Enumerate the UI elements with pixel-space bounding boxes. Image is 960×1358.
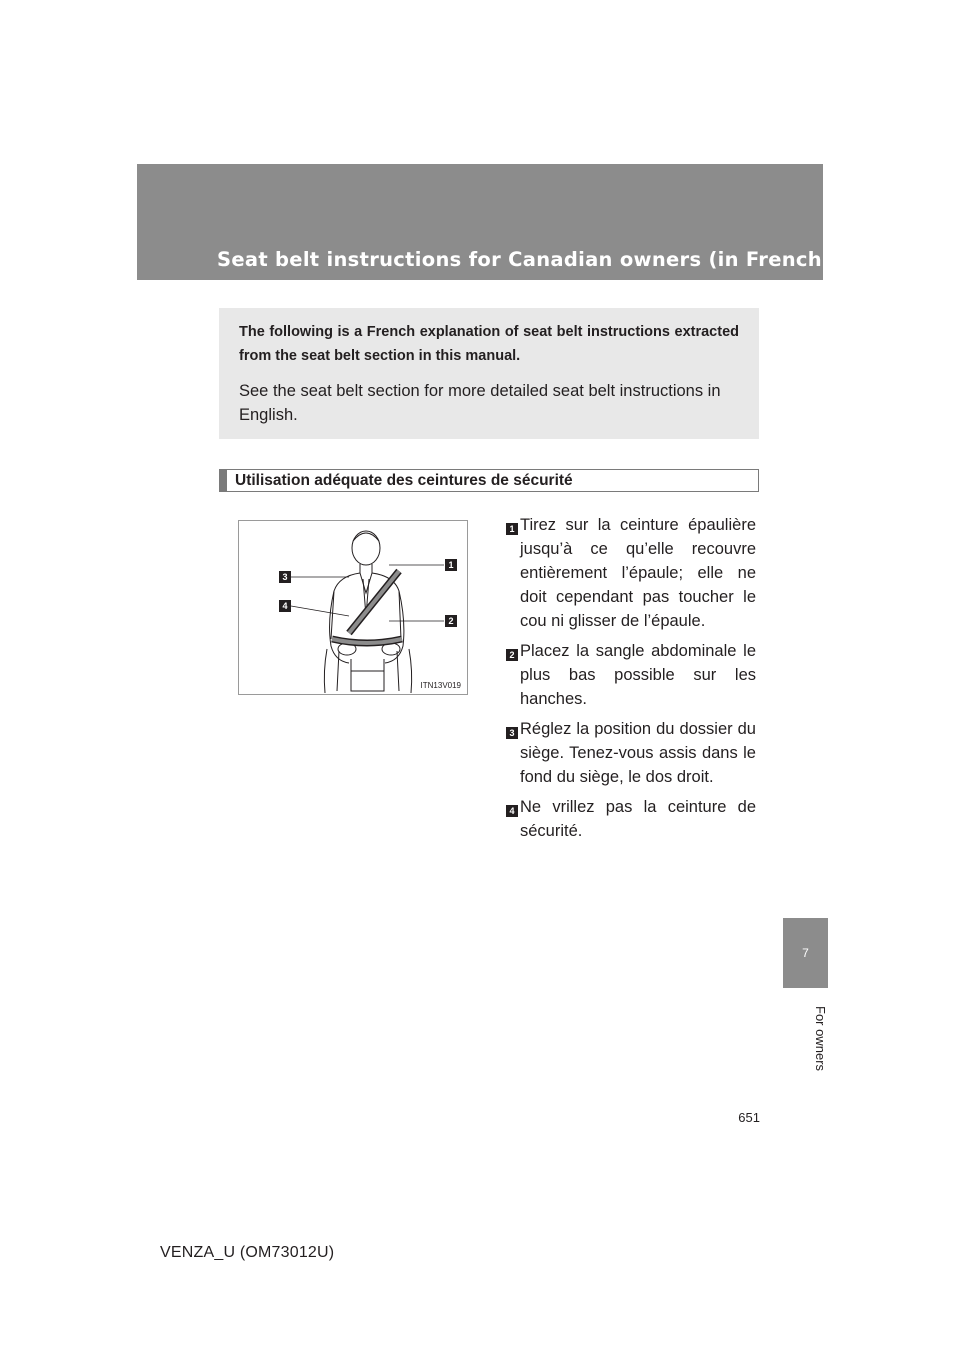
step-number-badge: 1 bbox=[506, 523, 518, 535]
figure-badge-3: 3 bbox=[279, 571, 291, 583]
chapter-tab: 7 bbox=[783, 918, 828, 988]
step-text: Ne vrillez pas la ceinture de sécurité. bbox=[520, 798, 756, 840]
figure-badge-2: 2 bbox=[445, 615, 457, 627]
intro-box bbox=[219, 308, 759, 439]
list-item bbox=[506, 717, 756, 789]
intro-normal-text: See the seat belt section for more detailed seat belt instructions in English. bbox=[239, 382, 721, 424]
chapter-label: For owners bbox=[813, 1006, 828, 1072]
page-number: 651 bbox=[738, 1110, 760, 1125]
step-text: Tirez sur la ceinture épaulière jusqu’à ce qu’elle recouvre entièrement l’épaule; elle ne doit cependant pas toucher le cou ni glisser de l’épaule. bbox=[520, 516, 756, 630]
list-item bbox=[506, 639, 756, 711]
step-number-badge: 3 bbox=[506, 727, 518, 739]
section-heading: Utilisation adéquate des ceintures de sécurité bbox=[219, 469, 759, 492]
list-item bbox=[506, 795, 756, 843]
figure-badge-1: 1 bbox=[445, 559, 457, 571]
page-title: Seat belt instructions for Canadian owners (in French) bbox=[217, 248, 832, 271]
step-number-badge: 2 bbox=[506, 649, 518, 661]
seated-person-drawing bbox=[239, 521, 469, 696]
seatbelt-illustration bbox=[238, 520, 468, 695]
step-text: Réglez la position du dossier du siège. Tenez-vous assis dans le fond du siège, le dos droit. bbox=[520, 720, 756, 786]
figure-code: ITN13V019 bbox=[420, 681, 461, 690]
figure-badge-4: 4 bbox=[279, 600, 291, 612]
step-number-badge: 4 bbox=[506, 805, 518, 817]
list-item bbox=[506, 513, 756, 633]
steps-list bbox=[506, 513, 756, 849]
intro-bold-text: The following is a French explanation of seat belt instructions extracted from the seat belt section in this manual. bbox=[239, 324, 739, 364]
step-text: Placez la sangle abdominale le plus bas possible sur les hanches. bbox=[520, 642, 756, 708]
footer-code: VENZA_U (OM73012U) bbox=[160, 1244, 335, 1261]
